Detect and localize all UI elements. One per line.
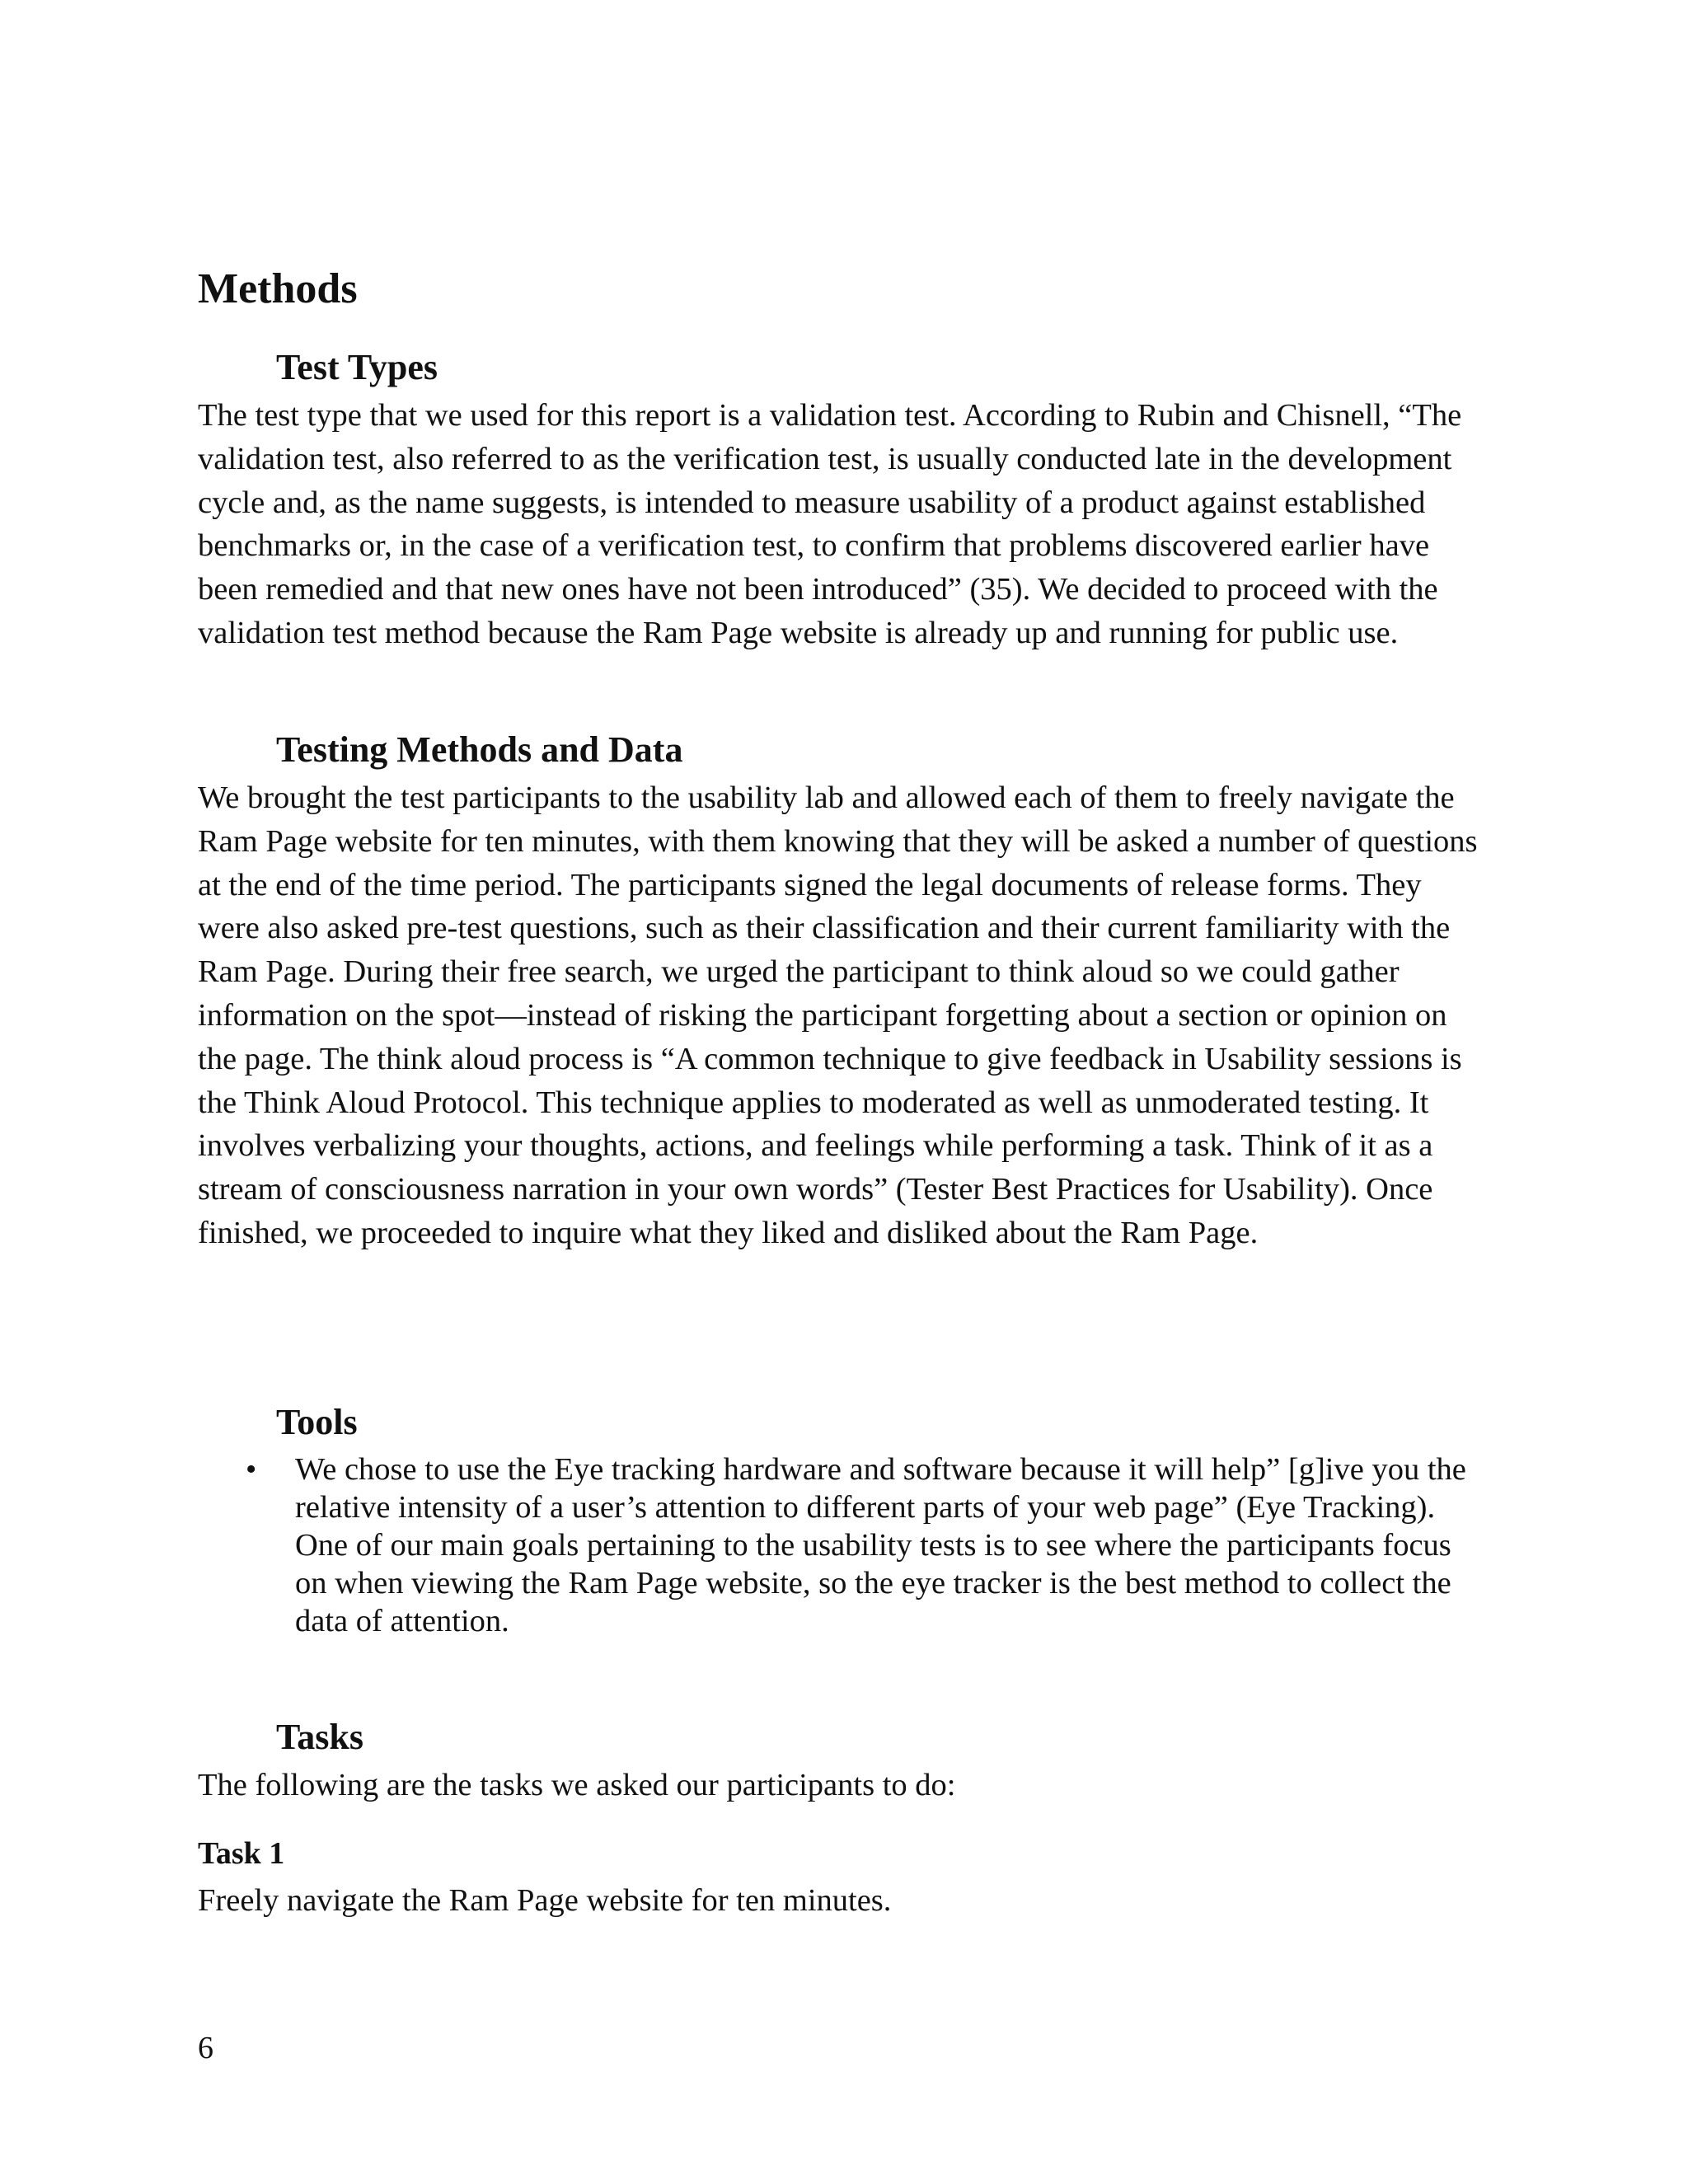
section-title-testing-methods: Testing Methods and Data bbox=[276, 729, 683, 770]
tasks-intro: The following are the tasks we asked our participants to do: bbox=[198, 1768, 956, 1802]
page-title: Methods bbox=[198, 265, 358, 312]
tools-bullet-item: We chose to use the Eye tracking hardware and software because it will help” [g]ive you the relative intensity of a user’s attention to different parts of your web page” (Eye Tracking). One of our main goals pertaining to the usability tests is to see where the participants focus on when viewing the Ram Page website, so the eye tracker is the best method to collect the data of attention. bbox=[295, 1452, 1466, 1638]
test-types-paragraph: The test type that we used for this report is a validation test. According to Rubin and Chisnell, “The validation test, also referred to as the verification test, is usually conducted late in the development cycle and, as the name suggests, is intended to measure usability of a product against established benchmarks or, in the case of a verification test, to confirm that problems discovered earlier have been remedied and that new ones have not been introduced” (35). We decided to proceed with the validation test method because the Ram Page website is already up and running for public use. bbox=[198, 398, 1462, 650]
section-title-tools: Tools bbox=[276, 1402, 358, 1442]
page-number: 6 bbox=[198, 2031, 213, 2065]
testing-methods-paragraph: We brought the test participants to the usability lab and allowed each of them to freely navigate the Ram Page website for ten minutes, with them knowing that they will be asked a number of questions at the end of the time period. The participants signed the legal documents of release forms. They were also asked pre-test questions, such as their classification and their current familiarity with the Ram Page. During their free search, we urged the participant to think aloud so we could gather information on the spot—instead of risking the participant forgetting about a section or opinion on the page. The think aloud process is “A common technique to give feedback in Usability sessions is the Think Aloud Protocol. This technique applies to moderated as well as unmoderated testing. It involves verbalizing your thoughts, actions, and feelings while performing a task. Think of it as a stream of consciousness narration in your own words” (Tester Best Practices for Usability). Once finished, we proceeded to inquire what they liked and disliked about the Ram Page. bbox=[198, 780, 1478, 1250]
task-1-label: Task 1 bbox=[198, 1836, 285, 1871]
task-1-text: Freely navigate the Ram Page website for ten minutes. bbox=[198, 1883, 892, 1918]
bullet-icon: • bbox=[246, 1452, 257, 1487]
section-title-test-types: Test Types bbox=[276, 347, 438, 387]
section-title-tasks: Tasks bbox=[276, 1717, 364, 1757]
